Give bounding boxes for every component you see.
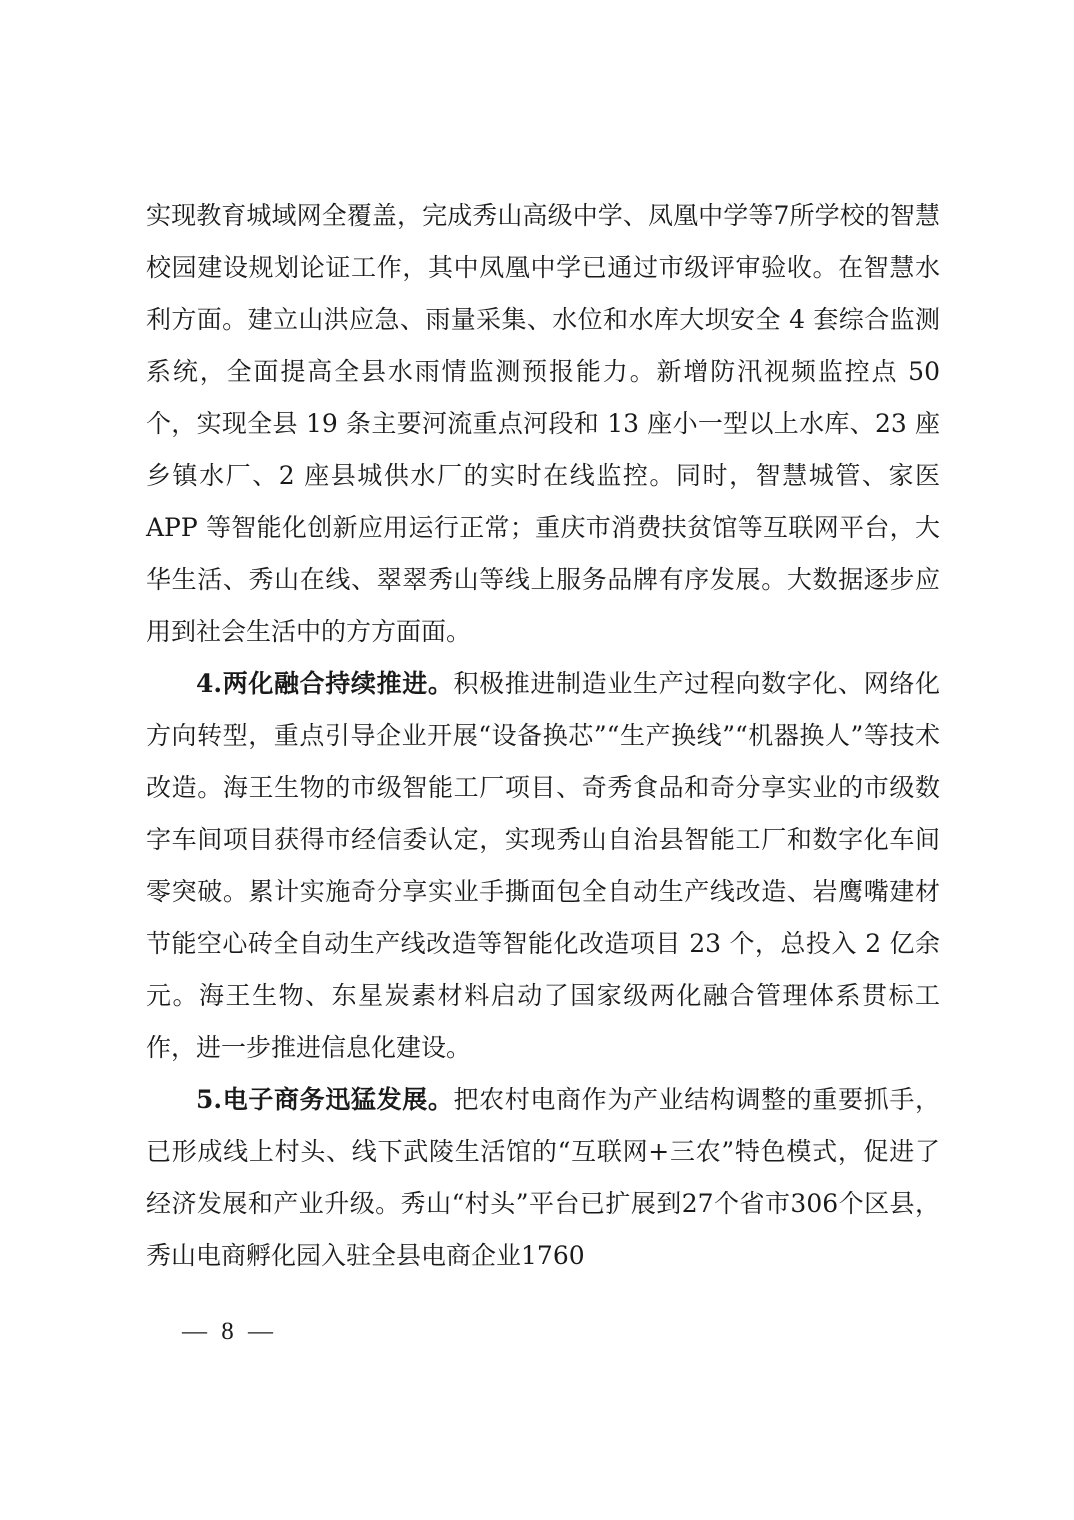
paragraph-3-heading: 5.电子商务迅猛发展。 bbox=[196, 1085, 454, 1114]
document-body bbox=[146, 190, 940, 1282]
paragraph-3-text: 把农村电商作为产业结构调整的重要抓手，已形成线上村头、线下武陵生活馆的“互联网+三农”特色模式，促进了经济发展和产业升级。秀山“村头”平台已扩展到27个省市306个区县，秀山电商孵化园入驻全县电商企业1760 bbox=[146, 1085, 940, 1270]
paragraph-2-heading: 4.两化融合持续推进。 bbox=[196, 669, 454, 698]
page-number: — 8 — bbox=[182, 1318, 277, 1345]
paragraph-1 bbox=[146, 190, 940, 658]
paragraph-2-text: 积极推进制造业生产过程向数字化、网络化方向转型，重点引导企业开展“设备换芯”“生产换线”“机器换人”等技术改造。海王生物的市级智能工厂项目、奇秀食品和奇分享实业的市级数字车间项目获得市经信委认定，实现秀山自治县智能工厂和数字化车间零突破。累计实施奇分享实业手撕面包全自动生产线改造、岩鹰嘴建材节能空心砖全自动生产线改造等智能化改造项目 23 个，总投入 2 亿余元。海王生物、东星炭素材料启动了国家级两化融合管理体系贯标工作，进一步推进信息化建设。 bbox=[146, 669, 940, 1062]
paragraph-1-text: 实现教育城域网全覆盖，完成秀山高级中学、凤凰中学等7所学校的智慧校园建设规划论证工作，其中凤凰中学已通过市级评审验收。在智慧水利方面。建立山洪应急、雨量采集、水位和水库大坝安全 4 套综合监测系统，全面提高全县水雨情监测预报能力。新增防汛视频监控点 50 个，实现全县 19 条主要河流重点河段和 13 座小一型以上水库、23 座乡镇水厂、2 座县城供水厂的实时在线监控。同时，智慧城管、家医 APP 等智能化创新应用运行正常；重庆市消费扶贫馆等互联网平台，大华生活、秀山在线、翠翠秀山等线上服务品牌有序发展。大数据逐步应用到社会生活中的方方面面。 bbox=[146, 201, 940, 646]
paragraph-3 bbox=[146, 1074, 940, 1282]
paragraph-2 bbox=[146, 658, 940, 1074]
